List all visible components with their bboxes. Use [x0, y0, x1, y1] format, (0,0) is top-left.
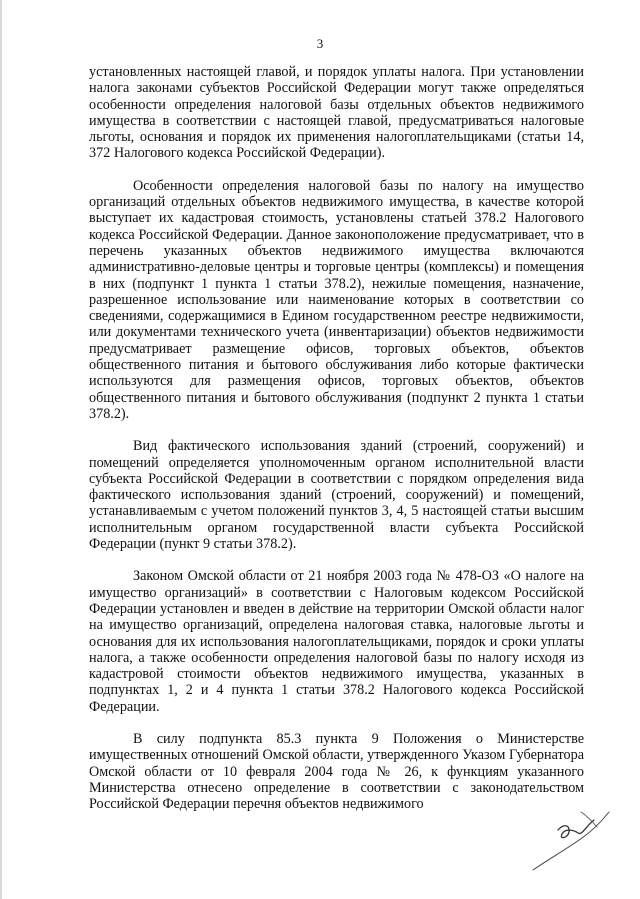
body-text [89, 64, 584, 812]
paragraph-1: установленных настоящей главой, и порядок уплаты налога. При установлении налога законами субъектов Российской Федерации могут также определяться особенности определения налоговой базы отдельных объектов недвижимого имущества в соответствии с настоящей главой, предусматриваться налоговые льготы, основания и порядок их применения налогоплательщиками (статьи 14, 372 Налогового кодекса Российской Федерации). [89, 64, 584, 162]
paragraph-3: Вид фактического использования зданий (строений, сооружений) и помещений определяется уполномоченным органом исполнительной власти субъекта Российской Федерации в соответствии с порядком определения вида фактического использования зданий (строений, сооружений) и помещений, устанавливаемым с учетом положений пунктов 3, 4, 5 настоящей статьи высшим исполнительным органом государственной власти субъекта Российской Федерации (пункт 9 статьи 378.2). [89, 438, 584, 553]
paragraph-5: В силу подпункта 85.3 пункта 9 Положения о Министерстве имущественных отношений Омской области, утвержденного Указом Губернатора Омской области от 10 февраля 2004 года № 26, к функциям указанного Министерства отнесено определение в соответствии с законодательством Российской Федерации перечня объектов недвижимого [89, 730, 584, 813]
scan-edge-shadow [0, 0, 2, 899]
paragraph-4: Законом Омской области от 21 ноября 2003 года № 478-ОЗ «О налоге на имущество организаций» в соответствии с Налоговым кодексом Российской Федерации установлен и введен в действие на территории Омской области налог на имущество организаций, определена налоговая ставка, налоговые льготы и основания для их использования налогоплательщиками, порядок и сроки уплаты налога, а также особенности определения налоговой базы по налогу исходя из кадастровой стоимости объектов недвижимого имущества, указанных в подпунктах 1, 2 и 4 пункта 1 статьи 378.2 Налогового кодекса Российской Федерации. [89, 568, 584, 715]
page-number: 3 [316, 36, 324, 51]
handwritten-signature-icon [525, 798, 615, 878]
paragraph-2: Особенности определения налоговой базы по налогу на имущество организаций отдельных объектов недвижимого имущества, в качестве которой выступает их кадастровая стоимость, установлены статьей 378.2 Налогового кодекса Российской Федерации. Данное законоположение предусматривает, что в перечень указанных объектов недвижимого имущества включаются административно-деловые центры и торговые центры (комплексы) и помещения в них (подпункт 1 пункта 1 статьи 378.2), нежилые помещения, назначение, разрешенное использование или наименование которых в соответствии со сведениями, содержащимися в Едином государственном реестре недвижимости, или документами технического учета (инвентаризации) объектов недвижимости предусматривает размещение офисов, торговых объектов, объектов общественного питания и бытового обслуживания либо которые фактически используются для размещения офисов, торговых объектов, объектов общественного питания и бытового обслуживания (подпункт 2 пункта 1 статьи 378.2). [89, 177, 584, 422]
